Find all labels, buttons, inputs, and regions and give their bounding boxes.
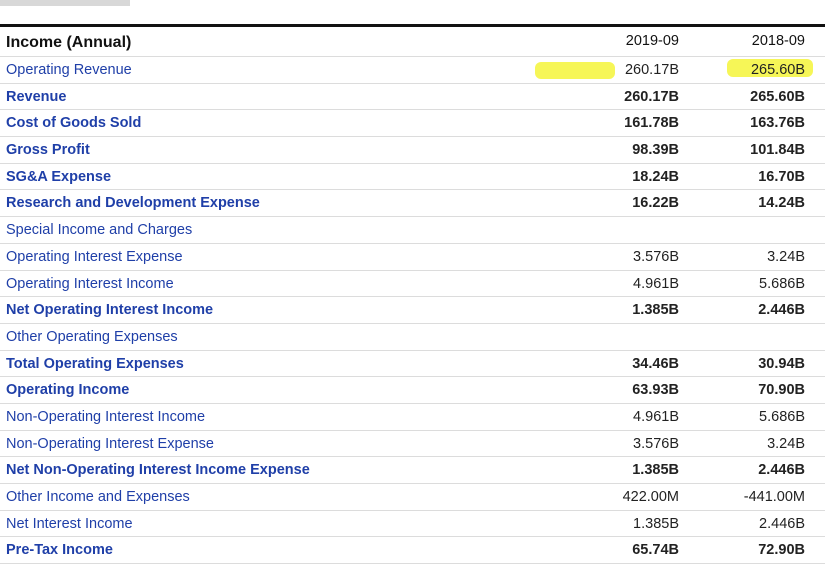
table-row [0,511,825,538]
row-label-link[interactable]: Other Operating Expenses [6,328,178,345]
table-row [0,377,825,404]
value-2019: 422.00M [622,489,679,505]
row-label-link[interactable]: Non-Operating Interest Income [6,408,206,425]
value-2019: 34.46B [632,355,679,372]
table-title: Income (Annual) [6,34,132,51]
table-row [0,324,825,351]
row-label-link[interactable]: SG&A Expense [6,168,112,185]
table-row [0,164,825,191]
value-2018: 101.84B [750,142,805,159]
table-body [0,57,825,564]
row-label-link[interactable]: Operating Income [6,382,130,399]
table-row [0,190,825,217]
row-label-link[interactable]: Revenue [6,88,67,105]
row-label-link[interactable]: Net Non-Operating Interest Income Expense [6,462,310,479]
value-2018: 5.686B [759,408,805,425]
table-header-row [0,27,825,57]
table-row [0,84,825,111]
table-row [0,137,825,164]
table-row [0,431,825,458]
value-2019: 161.78B [624,115,679,132]
table-row [0,297,825,324]
value-2019: 98.39B [632,142,679,159]
table-row [0,537,825,564]
value-2019: 1.385B [632,462,679,479]
value-2018: 3.24B [767,435,805,452]
table-row [0,351,825,378]
row-label-link[interactable]: Other Income and Expenses [6,489,190,505]
value-2019: 3.576B [633,248,679,265]
value-2019: 260.17B [624,62,679,78]
row-label-link[interactable]: Cost of Goods Sold [6,115,142,132]
value-2019: 3.576B [633,435,679,452]
table-row [0,57,825,84]
row-label-link[interactable]: Operating Revenue [6,62,132,78]
table-row [0,404,825,431]
value-2018: 70.90B [758,382,805,399]
income-statement-table [0,24,825,564]
value-2018: 2.446B [758,462,805,479]
row-label-link[interactable]: Special Income and Charges [6,222,193,239]
value-2019: 1.385B [632,302,679,319]
value-2018: 2.446B [759,515,805,532]
value-2018: 5.686B [759,275,805,292]
row-label-link[interactable]: Pre-Tax Income [6,542,113,559]
table-row [0,110,825,137]
value-2019: 4.961B [633,408,679,425]
value-2018: 72.90B [758,542,805,559]
row-label-link[interactable]: Gross Profit [6,142,90,159]
value-2018: 265.60B [750,62,805,78]
value-2018: 265.60B [750,88,805,105]
table-row [0,217,825,244]
value-2018: 14.24B [758,195,805,212]
row-label-link[interactable]: Total Operating Expenses [6,355,184,372]
column-header-2018: 2018-09 [751,33,805,49]
row-label-link[interactable]: Non-Operating Interest Expense [6,435,214,452]
table-row [0,457,825,484]
table-row [0,244,825,271]
value-2018: 3.24B [767,248,805,265]
value-2019: 1.385B [633,515,679,532]
row-label-link[interactable]: Operating Interest Income [6,275,174,292]
row-label-link[interactable]: Research and Development Expense [6,195,260,212]
value-2018: -441.00M [743,489,805,505]
value-2019: 16.22B [632,195,679,212]
value-2019: 63.93B [632,382,679,399]
value-2018: 30.94B [758,355,805,372]
table-row [0,271,825,298]
value-2019: 260.17B [624,88,679,105]
row-label-link[interactable]: Net Interest Income [6,515,133,532]
value-2018: 16.70B [758,168,805,185]
row-label-link[interactable]: Net Operating Interest Income [6,302,214,319]
value-2018: 163.76B [750,115,805,132]
row-label-link[interactable]: Operating Interest Expense [6,248,183,265]
value-2019: 18.24B [632,168,679,185]
value-2019: 65.74B [632,542,679,559]
value-2019: 4.961B [633,275,679,292]
column-header-2019: 2019-09 [625,33,679,49]
cropped-heading [0,0,130,6]
table-row [0,484,825,511]
value-2018: 2.446B [758,302,805,319]
